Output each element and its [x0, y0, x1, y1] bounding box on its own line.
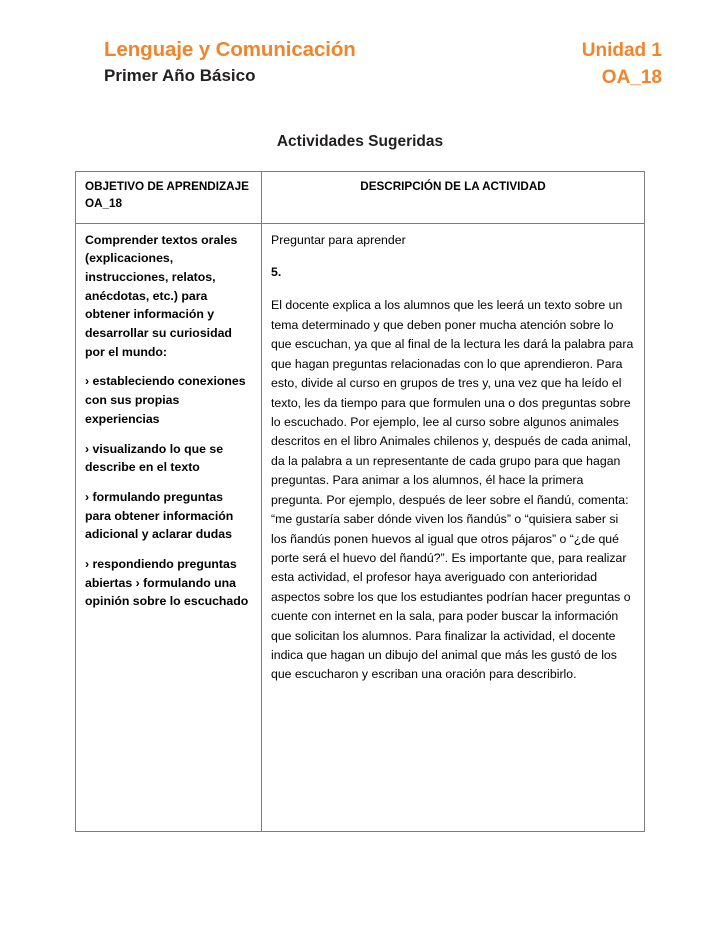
objective-cell: [76, 223, 262, 831]
activity-number: 5.: [271, 265, 282, 280]
table-header-row: [76, 171, 645, 223]
table-row: [76, 223, 645, 831]
oa-code-title: OA_18: [601, 66, 662, 88]
page-title: Actividades Sugeridas: [276, 132, 444, 150]
objective-bullet-2: › visualizando lo que se describe en el texto: [85, 441, 224, 475]
objective-intro: Comprender textos orales (explicaciones, instrucciones, relatos, anécdotas, etc.) para obtener información y desarrollar su curiosidad por el mundo:: [85, 232, 238, 359]
activity-body: El docente explica a los alumnos que les leerá un texto sobre un tema determinado y que deben poner mucha atención sobre lo que escuchan, ya que al final de la lectura les dará la palabra para que hagan preguntas relacionadas con lo que aprendieron. Para esto, divide al curso en grupos de tres y, una vez que ha leído el texto, les da tiempo para que formulen una o dos preguntas sobre lo escuchado. Por ejemplo, lee al curso sobre algunos animales descritos en el libro Animales chilenos y, después de cada animal, da la palabra a un representante de cada grupo para que hagan preguntas. Para animar a los alumnos, él hace la primera pregunta. Por ejemplo, después de leer sobre el ñandú, comenta: “me gustaría saber dónde viven los ñandús” o “quisiera saber si los ñandús ponen huevos al igual que otros pájaros” o “¿de qué porte será el huevo del ñandú?”. Es importante que, para realizar esta actividad, el profesor haya averiguado con anterioridad aspectos sobre los que los estudiantes podrían hacer preguntas o cuente con internet en la sala, para poder buscar la información que solicitan los alumnos. Para finalizar la actividad, el docente indica que hagan un dibujo del animal que más les gustó de los que escucharon y escriban una oración para describirlo.: [271, 298, 634, 682]
activity-lead: Preguntar para aprender: [271, 232, 406, 247]
header-right-group: [582, 38, 662, 89]
activity-table: [75, 171, 645, 832]
document-header: [0, 0, 720, 89]
objective-bullet-3: › formulando preguntas para obtener información adicional y aclarar dudas: [85, 489, 234, 542]
column-header-objective: OBJETIVO DE APRENDIZAJE OA_18: [76, 171, 262, 223]
grade-title: Primer Año Básico: [104, 65, 256, 85]
header-left-group: [104, 38, 356, 85]
objective-bullet-1: › estableciendo conexiones con sus propias experiencias: [85, 374, 246, 426]
unit-title: Unidad 1: [581, 40, 662, 61]
column-header-description: DESCRIPCIÓN DE LA ACTIVIDAD: [262, 171, 645, 223]
subject-title: Lenguaje y Comunicación: [104, 38, 356, 61]
description-cell: [262, 223, 645, 831]
objective-bullet-4: › respondiendo preguntas abiertas › formulando una opinión sobre lo escuchado: [85, 556, 249, 609]
